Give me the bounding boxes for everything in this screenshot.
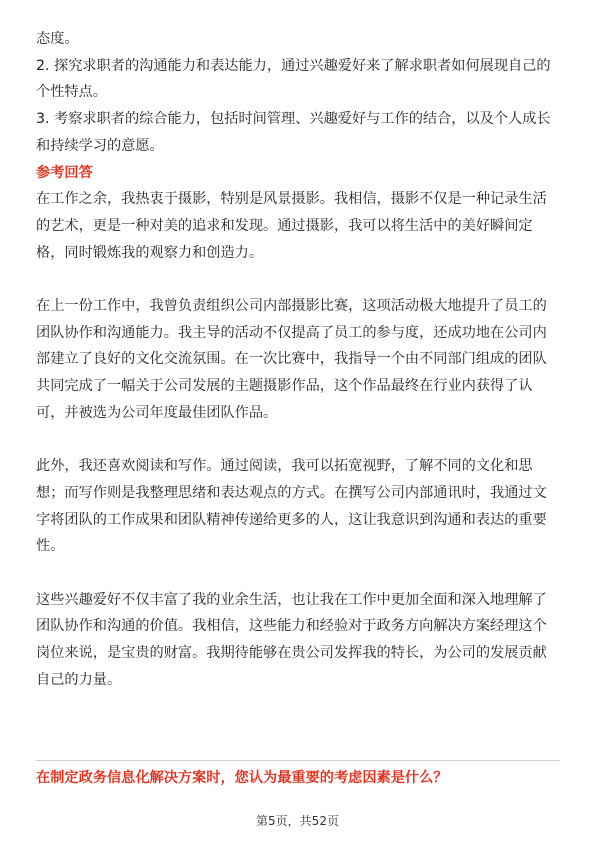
paragraph-line: 部建立了良好的文化交流氛围。在一次比赛中，我指导一个由不同部门组成的团队 xyxy=(36,351,547,368)
answer-paragraph-3 xyxy=(36,453,560,560)
next-question-heading: 在制定政务信息化解决方案时，您认为最重要的考虑因素是什么？ xyxy=(36,770,448,786)
answer-heading: 参考回答 xyxy=(36,164,93,181)
paragraph-line: 这些兴趣爱好不仅丰富了我的业余生活，也让我在工作中更加全面和深入地理解了 xyxy=(36,591,547,608)
answer-paragraph-2 xyxy=(36,293,560,427)
paragraph-line: 自己的力量。 xyxy=(36,671,122,688)
intro-line: 和持续学习的意愿。 xyxy=(36,137,164,154)
answer-paragraph-1 xyxy=(36,186,560,266)
paragraph-gap xyxy=(36,560,560,587)
intro-line: 个性特点。 xyxy=(36,84,107,101)
intro-list xyxy=(36,26,560,160)
paragraph-gap xyxy=(36,266,560,293)
page-footer: 第5页，共52页 xyxy=(256,814,339,828)
paragraph-line: 此外，我还喜欢阅读和写作。通过阅读，我可以拓宽视野，了解不同的文化和思 xyxy=(36,458,533,475)
paragraph-line: 性。 xyxy=(36,538,65,555)
paragraph-line: 格，同时锻炼我的观察力和创造力。 xyxy=(36,244,264,261)
paragraph-line: 的艺术，更是一种对美的追求和发现。通过摄影，我可以将生活中的美好瞬间定 xyxy=(36,217,533,234)
paragraph-line: 在上一份工作中，我曾负责组织公司内部摄影比赛，这项活动极大地提升了员工的 xyxy=(36,298,547,315)
answer-paragraph-4 xyxy=(36,587,560,694)
section-divider xyxy=(36,760,560,761)
intro-line: 态度。 xyxy=(36,31,79,47)
paragraph-line: 在工作之余，我热衷于摄影，特别是风景摄影。我相信，摄影不仅是一种记录生活 xyxy=(36,191,547,208)
paragraph-line: 字将团队的工作成果和团队精神传递给更多的人，这让我意识到沟通和表达的重要 xyxy=(36,511,547,528)
document-body xyxy=(36,26,560,694)
paragraph-line: 岗位来说，是宝贵的财富。我期待能够在贵公司发挥我的特长，为公司的发展贡献 xyxy=(36,645,547,662)
paragraph-line: 想；而写作则是我整理思绪和表达观点的方式。在撰写公司内部通讯时，我通过文 xyxy=(36,484,547,501)
paragraph-line: 团队协作和沟通的价值。我相信，这些能力和经验对于政务方向解决方案经理这个 xyxy=(36,618,547,635)
intro-line: 3. 考察求职者的综合能力，包括时间管理、兴趣爱好与工作的结合，以及个人成长 xyxy=(36,111,551,128)
paragraph-line: 可，并被选为公司年度最佳团队作品。 xyxy=(36,404,278,421)
intro-line: 2. 探究求职者的沟通能力和表达能力，通过兴趣爱好来了解求职者如何展现自己的 xyxy=(36,57,551,74)
paragraph-gap xyxy=(36,427,560,454)
paragraph-line: 共同完成了一幅关于公司发展的主题摄影作品，这个作品最终在行业内获得了认 xyxy=(36,378,533,395)
paragraph-line: 团队协作和沟通能力。我主导的活动不仅提高了员工的参与度，还成功地在公司内 xyxy=(36,324,547,341)
